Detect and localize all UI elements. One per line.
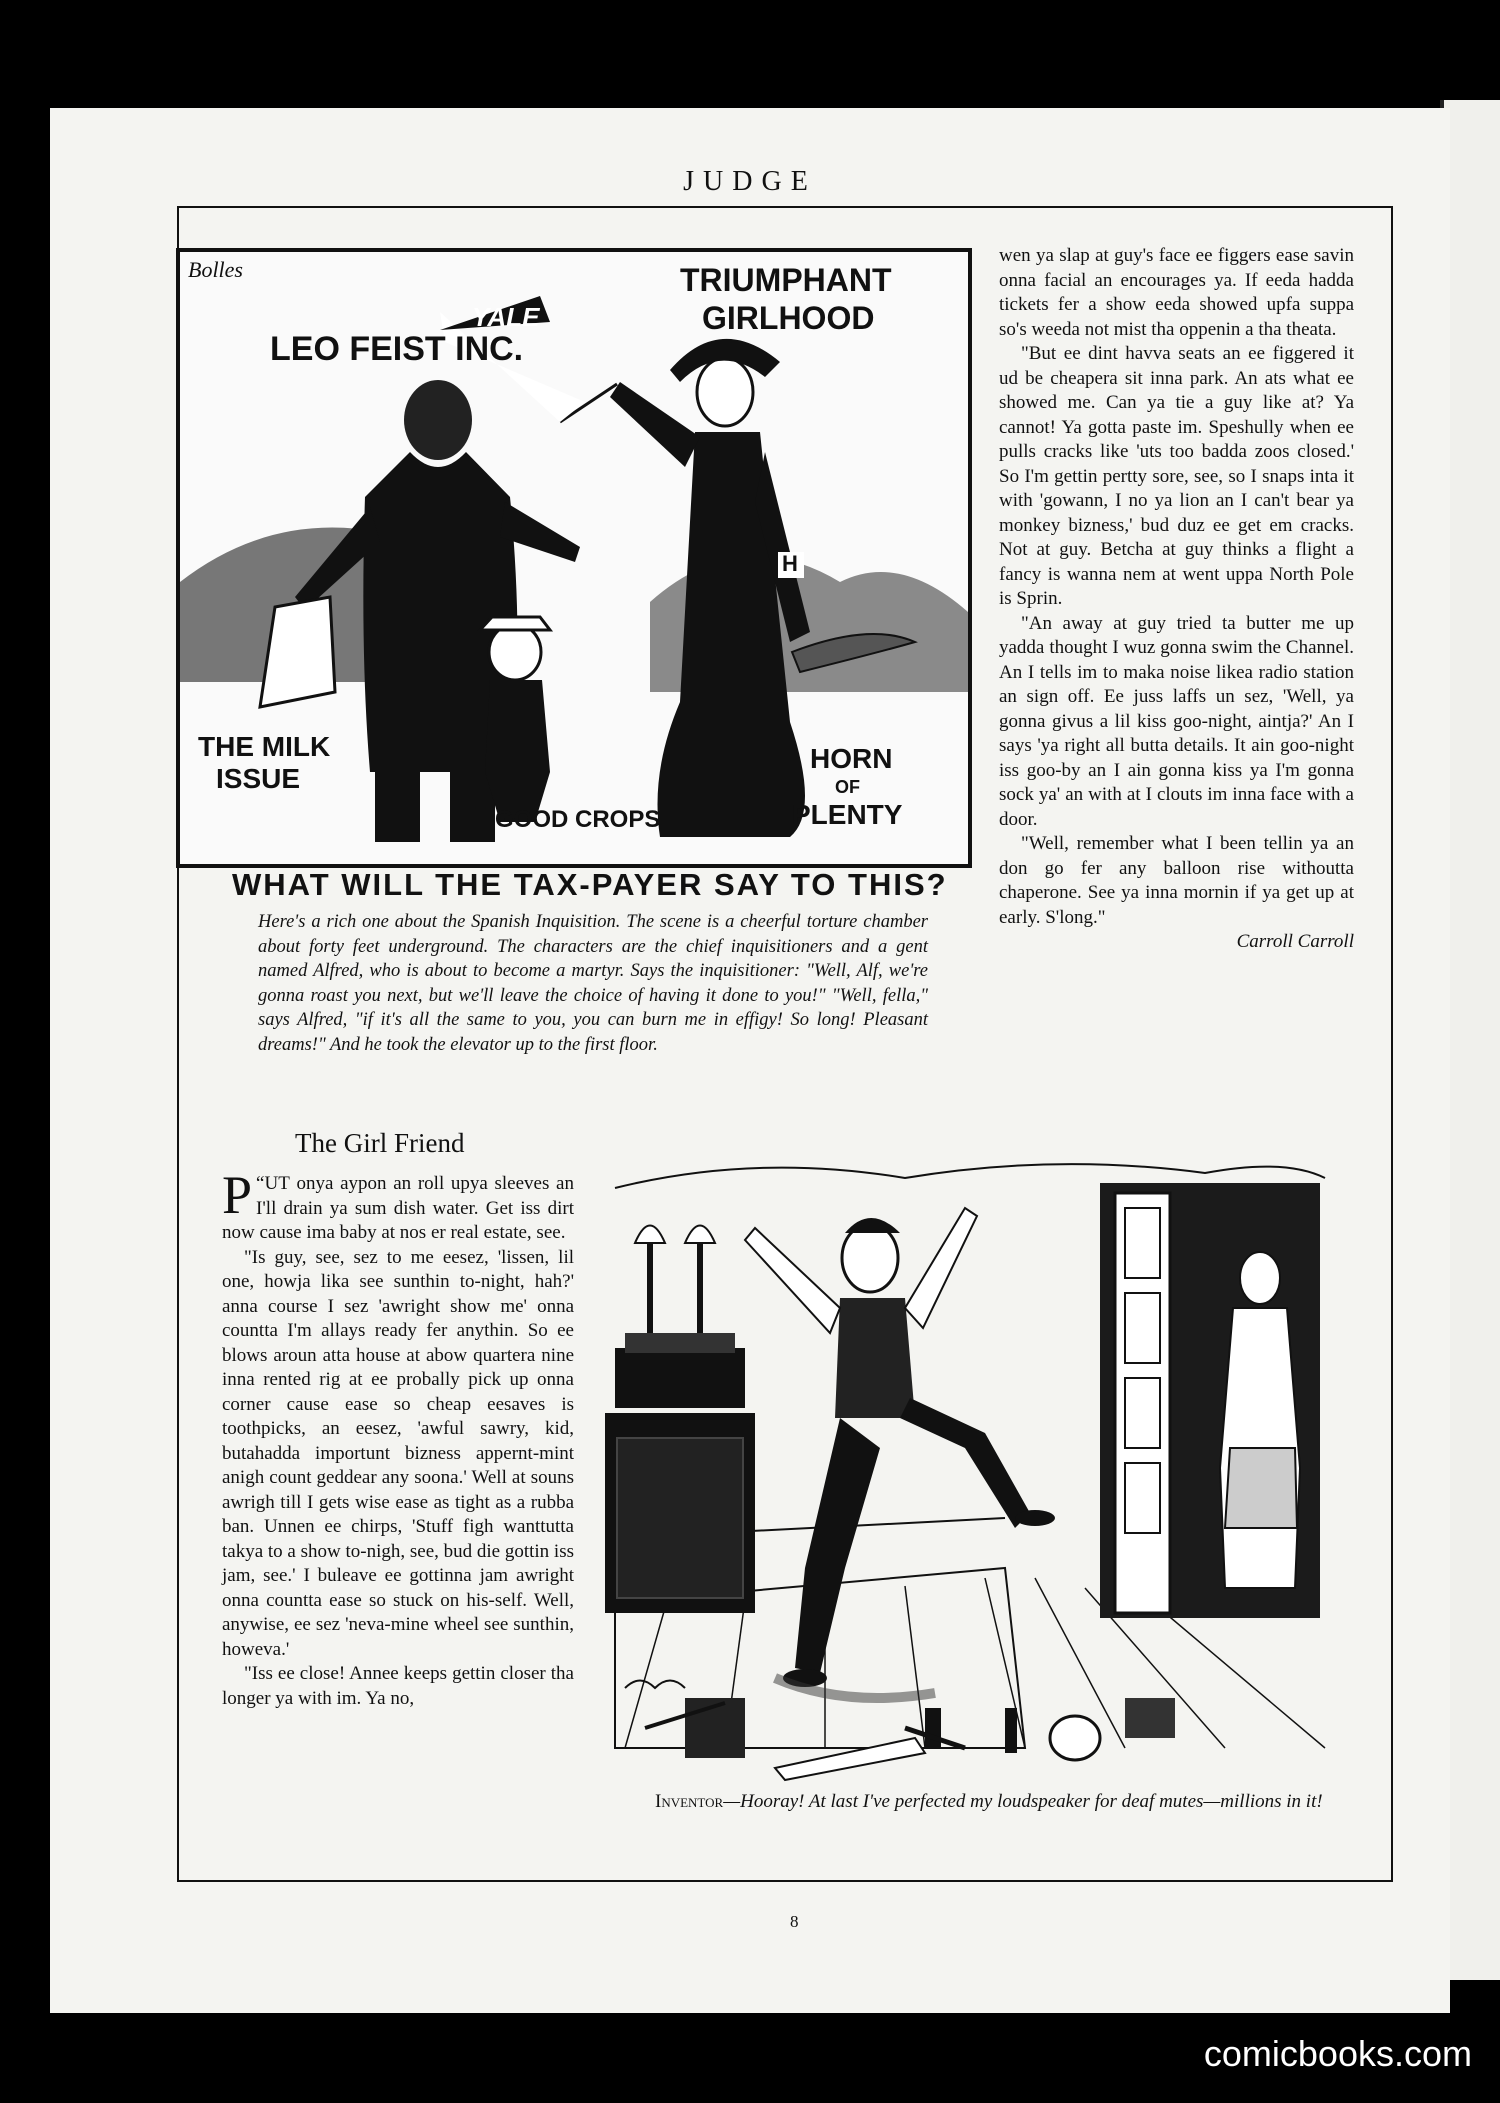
cartoon-headline: WHAT WILL THE TAX-PAYER SAY TO THIS?	[232, 867, 948, 902]
story-right-para-2: "But ee dint havva seats an ee figgered it ud be cheapera sit inna park. An ats what ee showed me. Can ya tie a guy like at? Ya cannot! Ya gotta paste im. Speshully when ee pulls cracks like 'uts too badda zoos closed.' So I'm gettin pertty sore, see, so I snaps inta it with 'gowann, I no ya lion an I can't bear ya monkey bizness,' bud duz ee get em cracks. Not at guy. Betcha at guy thinks a flight a fancy is wanna nem at went uppa North Pole is Sprin.	[999, 343, 1354, 609]
label-horn-line1: HORN	[810, 743, 893, 774]
inventor-caption	[655, 1789, 1325, 1814]
label-horn-line3: PLENTY	[792, 799, 903, 830]
caption-speaker: Inventor	[655, 1791, 724, 1812]
author-name: Carroll Carroll	[1236, 931, 1354, 952]
label-good-crops: GOOD CROPS	[495, 806, 661, 833]
label-milk-line1: THE MILK	[198, 731, 331, 762]
lead-text: onya aypon an roll upya sleeves an I'll drain ya sum dish water. Get iss dirt now cause ima baby at nos er real estate, see.	[222, 1173, 574, 1243]
label-armband: H	[782, 551, 798, 576]
label-company: LEO FEIST INC.	[270, 330, 524, 368]
label-pennant: YALE	[472, 302, 540, 332]
label-milk-line2: ISSUE	[216, 763, 301, 794]
story-left-para-2: "Is guy, see, sez to me eesez, 'lissen, lil one, howja lika see sunthin to-night, hah?' anna course I sez 'awright show me' onna countta I'm allays ready fer anythin. So ee blows aroun atta house at abow quartera nine inna rented rig at ee probally pick up onna corner cause ease so cheap eesaves is toothpicks, an eesez, 'awful sawry, kid, butahadda importunt bizness appernt-mint anigh count geddear any soona.' Well at souns awrigh till I gets wise ease as tight as a rubba ban. Unnen ee chirps, 'Stuff figh wanttutta takya to a show to-nigh, see, bud die gottin iss jam, see.' I buleave ee gottinna jam awright onna countta ease so stuck on his-self. Well, anywise, ee sez 'neva-mine wheel see sunthin, howeva.'	[222, 1246, 574, 1660]
story-lead-para: “ P UT onya aypon an roll upya sleeves an I'll drain ya sum dish water. Get iss dirt now cause ima baby at nos er real estate, see.	[222, 1165, 574, 1243]
page-number: 8	[790, 1912, 799, 1931]
story-column-right	[999, 244, 1354, 955]
inquisition-joke-caption: Here's a rich one about the Spanish Inquisition. The scene is a cheerful torture chamber about forty feet underground. The characters are the chief inquisitioners and a gent named Alfred, who is about to become a martyr. Says the inquisitioner: "Well, Alf, we're gonna roast you next, but we'll leave the choice of having it done to you!" "Well, fella," says Alfred, "if it's all the same to you, you can burn me in effigy! So long! Pleasant dreams!" And he took the elevator up to the first floor.	[258, 912, 928, 1055]
caption-dash: —	[723, 1791, 741, 1812]
label-horn-line2: OF	[835, 777, 860, 797]
story-left-para-3: "Iss ee close! Annee keeps gettin closer tha longer ya with im. Ya no,	[222, 1663, 574, 1709]
lead-smallcaps: UT	[264, 1173, 290, 1194]
story-title: The Girl Friend	[295, 1128, 465, 1158]
label-triumphant-line1: TRIUMPHANT	[680, 262, 892, 298]
story-right-para-1: wen ya slap at guy's face ee figgers ease savin onna facial an encourages ya. If eeda hadda tickets fer a show eeda showed upfa suppa so's weeda not mist tha oppenin a tha theata.	[999, 245, 1354, 340]
story-column-left	[222, 1165, 574, 1711]
story-right-para-3: "An away at guy tried ta butter me up yadda thought I wuz gonna swim the Channel. An I tells im to maka noise likea radio station an sign off. Ee juss laffs un sez, 'Well, ya gonna givus a lil kiss goo-night, aintja?' An I says 'ya right all butta details. It ain goo-night iss goo-by an I ain gonna kiss ya I'm gonna sock ya' an with at I clouts im inna face with a door.	[999, 612, 1354, 830]
magazine-header: JUDGE	[683, 166, 817, 197]
cartoon-signature: Bolles	[188, 257, 243, 282]
site-watermark: comicbooks.com	[1203, 2033, 1472, 2074]
political-cartoon	[176, 248, 972, 868]
label-triumphant-line2: GIRLHOOD	[702, 300, 875, 336]
author-line	[999, 930, 1354, 955]
inventor-cartoon-drawing	[605, 1148, 1345, 1788]
drop-cap: P	[222, 1165, 253, 1225]
caption-text: Hooray! At last I've perfected my loudspeaker for deaf mutes—millions in it!	[740, 1791, 1323, 1812]
story-right-para-4: "Well, remember what I been tellin ya an don go fer any balloon rise withoutta chaperone. See ya inna mornin if ya get up at early. S'long."	[999, 833, 1354, 928]
inventor-cartoon	[605, 1148, 1345, 1788]
